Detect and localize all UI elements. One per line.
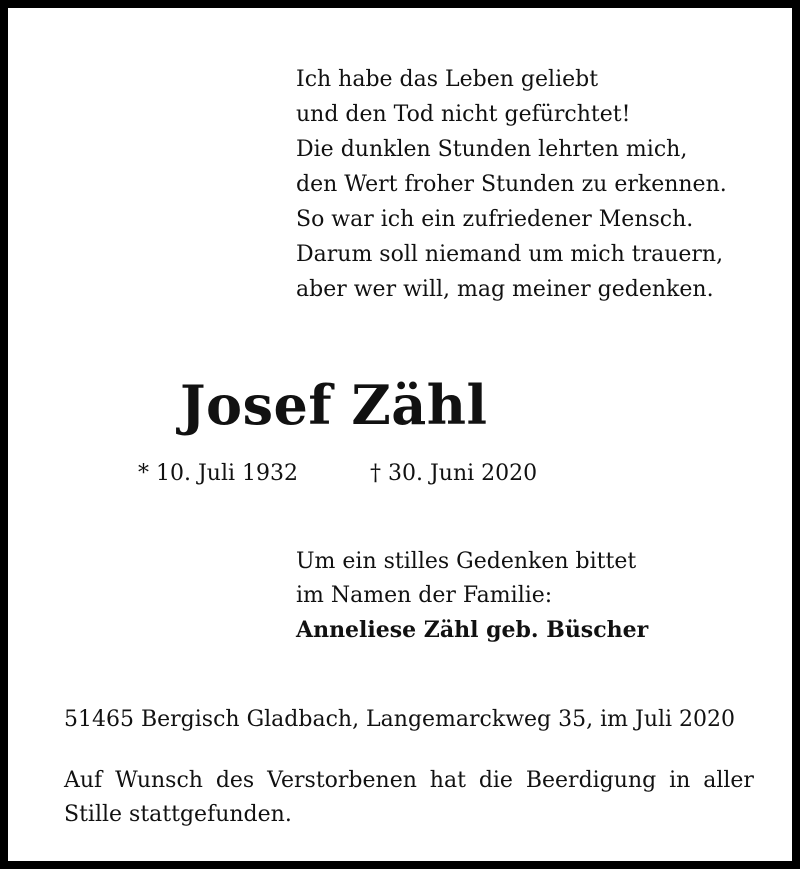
notice-word: in — [669, 768, 691, 793]
mourners-line: im Namen der Familie: — [296, 583, 553, 608]
death-date: † 30. Juni 2020 — [370, 461, 538, 486]
notice-word: Verstorbenen — [267, 768, 417, 793]
mourners-block — [296, 545, 648, 647]
poem-line: So war ich ein zufriedener Mensch. — [296, 207, 694, 232]
notice-word: aller — [703, 768, 754, 793]
notice-word: des — [215, 768, 255, 793]
mourners-line: Um ein stilles Gedenken bittet — [296, 549, 637, 574]
deceased-name: Josef Zähl — [180, 373, 488, 437]
poem-line: Die dunklen Stunden lehrten mich, — [296, 137, 688, 162]
notice-word: Wunsch — [115, 768, 203, 793]
birth-date: * 10. Juli 1932 — [138, 461, 299, 486]
family-name: Anneliese Zähl geb. Büscher — [296, 617, 649, 643]
poem-line: Darum soll niemand um mich trauern, — [296, 242, 724, 267]
poem-line: und den Tod nicht gefürchtet! — [296, 102, 631, 127]
notice-word: Beerdigung — [525, 768, 657, 793]
notice-word: Auf — [64, 768, 103, 793]
poem-line: Ich habe das Leben geliebt — [296, 67, 599, 92]
notice-line-1 — [64, 764, 754, 798]
address-line: 51465 Bergisch Gladbach, Langemarckweg 35, im Juli 2020 — [64, 707, 736, 732]
burial-notice — [64, 764, 754, 832]
notice-word: die — [478, 768, 513, 793]
notice-line-2: Stille stattgefunden. — [64, 802, 292, 827]
notice-word: hat — [429, 768, 466, 793]
poem — [296, 62, 727, 307]
poem-line: den Wert froher Stunden zu erkennen. — [296, 172, 727, 197]
poem-line: aber wer will, mag meiner gedenken. — [296, 277, 714, 302]
